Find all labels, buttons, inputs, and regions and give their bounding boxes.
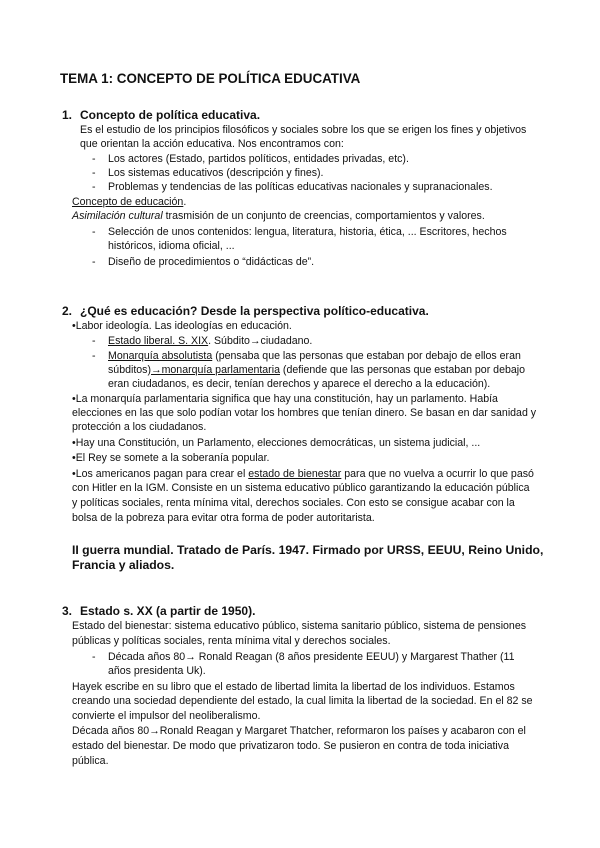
section-1-intro-line-1: Es el estudio de los principios filosóficos y sociales sobre los que se erigen los fines y objetivos xyxy=(80,124,527,136)
paragraph-line: Hayek escribe en su libro que el estado de libertad limita la libertad de los individuos. Estamos xyxy=(72,681,515,693)
list-item-text: . Súbdito→ciudadano. xyxy=(208,335,313,347)
bold-note-line-2: Francia y aliados. xyxy=(72,558,175,572)
list-bullet: - xyxy=(92,651,96,663)
list-bullet: - xyxy=(92,181,96,193)
list-item: Los actores (Estado, partidos políticos, entidades privadas, etc). xyxy=(108,153,409,165)
assimilation-line xyxy=(72,210,485,223)
list-bullet: - xyxy=(92,226,96,238)
subheading-period: . xyxy=(183,196,187,208)
estado-de-bienestar: estado de bienestar xyxy=(248,468,342,480)
paragraph-line: convierte el impulsor del neoliberalismo. xyxy=(72,710,261,722)
list-item-continuation xyxy=(108,364,525,377)
list-item-text: (pensaba que las personas que estaban por debajo de ellos eran xyxy=(212,350,521,362)
assimilation-term: Asimilación cultural xyxy=(72,210,163,222)
list-item: Selección de unos contenidos: lengua, literatura, historia, ética, ... Escritores, hechos xyxy=(108,226,507,238)
list-item: Diseño de procedimientos o “didácticas de”. xyxy=(108,256,315,268)
list-bullet: - xyxy=(92,153,96,165)
list-item-text: (defiende que las personas que estaban por debajo xyxy=(279,364,525,376)
list-item-continuation: eran ciudadanos, es decir, tenían derechos y aparece el derecho a la educación). xyxy=(108,378,491,390)
bullet-constitution: •Hay una Constitución, un Parlamento, elecciones democráticas, un sistema judicial, ... xyxy=(72,437,481,449)
document-title: TEMA 1: CONCEPTO DE POLÍTICA EDUCATIVA xyxy=(60,71,361,86)
list-item: Década años 80→ Ronald Reagan (8 años presidente EEUU) y Margarest Thather (11 xyxy=(108,651,515,663)
paragraph-line: pública. xyxy=(72,755,109,767)
paragraph-line: con Hitler en la IGM. Consiste en un sistema educativo público garantizando la educación pública xyxy=(72,482,530,494)
paragraph-line: bolsa de la pobreza para evitar otra forma de poder autoritarista. xyxy=(72,512,375,524)
section-1-intro-line-2: que orientan la acción educativa. Nos encontramos con: xyxy=(80,138,344,150)
bullet-ideology: •Labor ideología. Las ideologías en educación. xyxy=(72,320,292,332)
list-item-continuation: años presidenta Uk). xyxy=(108,665,206,677)
bullet-rey: •El Rey se somete a la soberanía popular. xyxy=(72,452,270,464)
bullet-text: para que no vuelva a ocurrir lo que pasó xyxy=(341,468,534,480)
paragraph-line: protección a los ciudadanos. xyxy=(72,421,207,433)
list-item: Problemas y tendencias de las políticas educativas nacionales y supranacionales. xyxy=(108,181,493,193)
list-item-text: súbditos) xyxy=(108,364,151,376)
paragraph-line: y políticas sociales, renta mínima vital, derechos sociales. Con esto se consigue acabar con la xyxy=(72,497,515,509)
monarquia-parlamentaria: →monarquía parlamentaria xyxy=(151,364,280,376)
list-bullet: - xyxy=(92,350,96,362)
monarquia-absolutista: Monarquía absolutista xyxy=(108,350,213,362)
section-2-number: 2. xyxy=(62,304,73,318)
assimilation-definition: trasmisión de un conjunto de creencias, comportamientos y valores. xyxy=(162,210,485,222)
list-bullet: - xyxy=(92,167,96,179)
paragraph-line: •La monarquía parlamentaria significa que hay una constitución, hay un parlamento. Había xyxy=(72,393,498,405)
bullet-text: •Los americanos pagan para crear el xyxy=(72,468,249,480)
paragraph-line: creando una sociedad dependiente del estado, la cual limita la libertad de la sociedad. En el 82 se xyxy=(72,695,533,707)
paragraph-line: públicas y políticas sociales, renta mínima vital y derechos sociales. xyxy=(72,635,391,647)
list-item xyxy=(108,335,312,348)
bold-note-line-1: II guerra mundial. Tratado de París. 1947. Firmado por URSS, EEUU, Reino Unido, xyxy=(72,543,544,557)
section-3-heading: Estado s. XX (a partir de 1950). xyxy=(80,604,256,618)
section-1-number: 1. xyxy=(62,108,73,122)
section-3-number: 3. xyxy=(62,604,73,618)
section-1-heading: Concepto de política educativa. xyxy=(80,108,261,122)
list-item-continuation: históricos, idioma oficial, ... xyxy=(108,240,235,252)
section-2-heading: ¿Qué es educación? Desde la perspectiva político-educativa. xyxy=(80,304,429,318)
list-item xyxy=(108,350,521,363)
list-bullet: - xyxy=(92,256,96,268)
bullet-americanos xyxy=(72,468,534,481)
list-item: Los sistemas educativos (descripción y fines). xyxy=(108,167,324,179)
paragraph-line: Década años 80→Ronald Reagan y Margaret Thatcher, reformaron los países y acabaron con el xyxy=(72,725,526,737)
paragraph-line: Estado del bienestar: sistema educativo público, sistema sanitario público, sistema de pensiones xyxy=(72,620,527,632)
subheading-line xyxy=(72,196,186,209)
list-bullet: - xyxy=(92,335,96,347)
paragraph-line: elecciones en las que solo podían votar los hombres que tenían dinero. Se basan en dar sanidad y xyxy=(72,407,537,419)
subheading-concepto-educacion: Concepto de educación xyxy=(72,196,184,208)
estado-liberal-link: Estado liberal. S. XIX xyxy=(108,335,209,347)
paragraph-line: estado del bienestar. De modo que privatizaron todo. Se pusieron en contra de toda iniciativa xyxy=(72,740,509,752)
